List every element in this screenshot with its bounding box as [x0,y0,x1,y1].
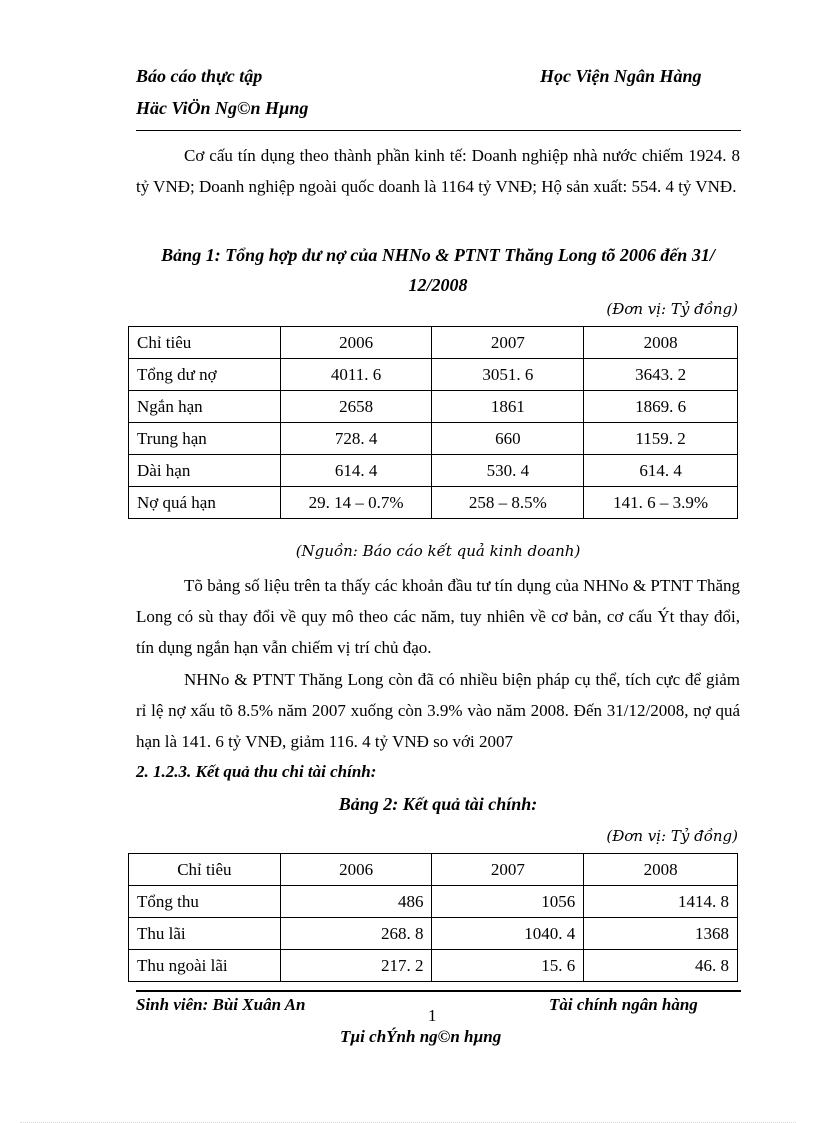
table2-cell: 1414. 8 [584,886,738,918]
table1-source: (Nguồn: Báo cáo kết quả kinh doanh) [295,542,581,560]
table1-cell: 728. 4 [280,423,432,455]
table1-cell: 530. 4 [432,455,584,487]
footer-page-number: 1 [428,1006,437,1025]
header-rule [136,130,741,131]
table1-cell: 3051. 6 [432,359,584,391]
table2-header-row [129,854,738,886]
table1-cell: 660 [432,423,584,455]
footer-rule [136,990,741,992]
table1-header-cell: Chỉ tiêu [129,327,281,359]
table1-cell: 29. 14 – 0.7% [280,487,432,519]
table2-cell: 1040. 4 [432,918,584,950]
table2-unit: (Đơn vị: Tỷ đồng) [606,827,738,845]
table1-cell: 4011. 6 [280,359,432,391]
table-row [129,487,738,519]
table-row [129,950,738,982]
table1-cell: Dài hạn [129,455,281,487]
table1-header-row [129,327,738,359]
table2-cell: Thu lãi [129,918,281,950]
table2-cell: 268. 8 [280,918,432,950]
table2-cell: 46. 8 [584,950,738,982]
analysis-paragraph: Tõ bảng số liệu trên ta thấy các khoản đầu tư tín dụng của NHNo & PTNT Thăng Long có sù thay đổi về quy mô theo các năm, tuy nhiên về cơ bản, cơ cấu Ýt thay đổi, tín dụng ngắn hạn vẫn chiếm vị trí chủ đạo. [136,576,740,657]
table1-cell: 3643. 2 [584,359,738,391]
table1-unit: (Đơn vị: Tỷ đồng) [606,300,738,318]
footer-garbled-major: Tµi chÝnh ng©n hµng [340,1027,502,1046]
table1-cell: 258 – 8.5% [432,487,584,519]
header-report-title: Báo cáo thực tập [136,66,263,86]
table2 [128,853,738,982]
bad-debt-paragraph: NHNo & PTNT Thăng Long còn đã có nhiều biện pháp cụ thể, tích cực để giảm rỉ lệ nợ xấu tõ 8.5% năm 2007 xuống còn 3.9% vào năm 2008. Đến 31/12/2008, nợ quá hạn là 141. 6 tỷ VNĐ, giảm 116. 4 tỷ VNĐ so với 2007 [136,670,740,751]
table1-caption [136,240,740,300]
table2-header-cell: 2008 [584,854,738,886]
table2-cell: Tổng thu [129,886,281,918]
table1-cell: 614. 4 [584,455,738,487]
table1-cell: Nợ quá hạn [129,487,281,519]
table-row [129,359,738,391]
intro-paragraph: Cơ cấu tín dụng theo thành phần kinh tế: Doanh nghiệp nhà nước chiếm 1924. 8 tỷ VNĐ; Doanh nghiệp ngoài quốc doanh là 1164 tỷ VNĐ; Hộ sản xuất: 554. 4 tỷ VNĐ. [136,146,740,196]
table-row [129,455,738,487]
header-garbled-institution: Häc ViÖn Ng©n Hµng [136,98,309,118]
table1-cell: 1159. 2 [584,423,738,455]
table1-header-cell: 2007 [432,327,584,359]
table1-header-cell: 2006 [280,327,432,359]
table2-header-cell: 2007 [432,854,584,886]
table-row [129,423,738,455]
table1-caption-line2: 12/2008 [408,275,468,295]
table2-cell: 1056 [432,886,584,918]
table1-cell: Tổng dư nợ [129,359,281,391]
table1-cell: 141. 6 – 3.9% [584,487,738,519]
table1-header-cell: 2008 [584,327,738,359]
table2-header-cell: 2006 [280,854,432,886]
table2-cell: 217. 2 [280,950,432,982]
table1-cell: Trung hạn [129,423,281,455]
table2-header-cell: Chỉ tiêu [129,854,281,886]
table1-cell: 1861 [432,391,584,423]
table-row [129,886,738,918]
footer-major: Tài chính ngân hàng [549,995,698,1014]
table2-cell: 15. 6 [432,950,584,982]
table-row [129,918,738,950]
section-heading: 2. 1.2.3. Kết quả thu chi tài chính: [136,762,377,781]
footer-student: Sinh viên: Bùi Xuân An [136,995,306,1014]
table2-cell: Thu ngoài lãi [129,950,281,982]
table1-cell: Ngắn hạn [129,391,281,423]
table1-cell: 1869. 6 [584,391,738,423]
table1 [128,326,738,519]
table2-cell: 486 [280,886,432,918]
table1-caption-line1: Bảng 1: Tổng hợp dư nợ của NHNo & PTNT Thăng Long tõ 2006 đến 31/ [161,245,715,265]
table2-cell: 1368 [584,918,738,950]
header-institution: Học Viện Ngân Hàng [540,66,702,86]
table1-cell: 614. 4 [280,455,432,487]
table-row [129,391,738,423]
table1-cell: 2658 [280,391,432,423]
table2-caption: Bảng 2: Kết quả tài chính: [338,794,538,814]
